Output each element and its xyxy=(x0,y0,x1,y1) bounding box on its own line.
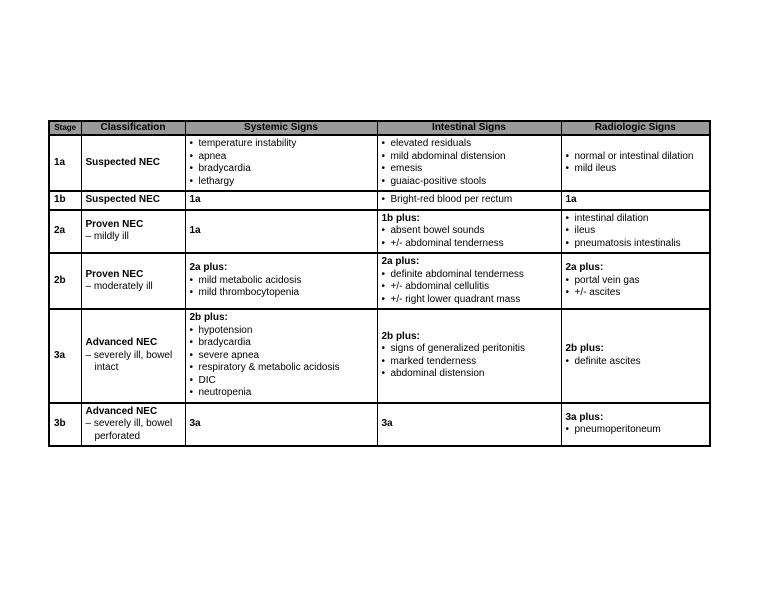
list-item-text: mild abdominal distension xyxy=(390,150,506,162)
classification-desc: – severely ill, bowel perforated xyxy=(85,418,173,442)
systemic-signs-lead: 1a xyxy=(189,225,201,236)
list-item-text: ileus xyxy=(574,225,596,236)
list-item xyxy=(382,163,557,176)
intestinal-signs-list xyxy=(382,225,557,250)
list-item-text: normal or intestinal dilation xyxy=(574,150,694,162)
list-item xyxy=(566,225,706,238)
stage-cell: 3b xyxy=(49,403,81,447)
radiologic-signs-cell xyxy=(561,210,710,254)
classification-name: Advanced NEC xyxy=(85,337,158,348)
classification-name: Suspected NEC xyxy=(85,194,160,205)
list-item xyxy=(190,176,373,189)
list-item xyxy=(566,151,706,164)
list-item-text: mild thrombocytopenia xyxy=(198,287,300,299)
list-item-text: portal vein gas xyxy=(574,274,640,286)
list-item xyxy=(190,163,373,176)
radiologic-signs-list xyxy=(566,356,706,369)
list-item xyxy=(382,368,557,381)
intestinal-signs-cell xyxy=(377,191,561,210)
radiologic-signs-cell xyxy=(561,403,710,447)
radiologic-signs-cell xyxy=(561,253,710,309)
list-item xyxy=(382,194,557,207)
table-row xyxy=(49,191,710,210)
header-stage: Stage xyxy=(49,121,81,135)
list-item xyxy=(382,238,557,251)
systemic-signs-list xyxy=(190,325,373,400)
list-item-text: definite abdominal tenderness xyxy=(390,268,524,280)
header-classification: Classification xyxy=(81,121,185,135)
systemic-signs-cell xyxy=(185,210,377,254)
radiologic-signs-cell xyxy=(561,135,710,191)
header-radiologic-signs: Radiologic Signs xyxy=(561,121,710,135)
systemic-signs-lead: 2b plus: xyxy=(189,312,228,323)
radiologic-signs-list xyxy=(566,275,706,300)
systemic-signs-cell xyxy=(185,253,377,309)
systemic-signs-list xyxy=(190,275,373,300)
list-item-text: marked tenderness xyxy=(390,355,477,367)
intestinal-signs-lead: 2a plus: xyxy=(381,256,420,267)
list-item-text: mild ileus xyxy=(574,163,617,174)
list-item xyxy=(190,151,373,164)
intestinal-signs-list xyxy=(382,269,557,307)
list-item xyxy=(382,281,557,294)
intestinal-signs-list xyxy=(382,194,557,207)
stage-cell: 3a xyxy=(49,309,81,403)
radiologic-signs-lead: 3a plus: xyxy=(565,411,604,423)
classification-name: Suspected NEC xyxy=(85,156,160,168)
list-item-text: respiratory & metabolic acidosis xyxy=(198,362,340,373)
list-item xyxy=(190,337,373,350)
classification-name: Proven NEC xyxy=(85,268,144,280)
header-row xyxy=(49,121,710,135)
intestinal-signs-lead: 3a xyxy=(381,418,393,429)
list-item xyxy=(566,238,706,251)
radiologic-signs-lead: 2a plus: xyxy=(565,262,604,274)
list-item-text: elevated residuals xyxy=(390,138,472,149)
list-item xyxy=(190,325,373,338)
list-item xyxy=(382,294,557,307)
classification-cell xyxy=(81,210,185,254)
intestinal-signs-cell xyxy=(377,309,561,403)
intestinal-signs-list xyxy=(382,138,557,188)
classification-cell xyxy=(81,135,185,191)
radiologic-signs-cell xyxy=(561,309,710,403)
list-item xyxy=(382,343,557,356)
stage-cell: 1a xyxy=(49,135,81,191)
list-item xyxy=(382,176,557,189)
nec-staging-table xyxy=(48,120,711,447)
intestinal-signs-lead: 2b plus: xyxy=(381,330,420,342)
list-item-text: +/- right lower quadrant mass xyxy=(390,293,521,305)
systemic-signs-cell xyxy=(185,403,377,447)
classification-cell xyxy=(81,403,185,447)
list-item xyxy=(190,287,373,300)
list-item xyxy=(382,138,557,151)
list-item-text: +/- abdominal tenderness xyxy=(390,237,504,249)
list-item-text: neutropenia xyxy=(198,387,252,398)
list-item xyxy=(566,213,706,226)
header-intestinal-signs: Intestinal Signs xyxy=(377,121,561,135)
intestinal-signs-lead: 1b plus: xyxy=(381,212,420,224)
list-item xyxy=(382,356,557,369)
list-item xyxy=(382,269,557,282)
list-item xyxy=(566,275,706,288)
list-item-text: definite ascites xyxy=(574,355,641,367)
classification-desc: – moderately ill xyxy=(85,281,153,292)
list-item xyxy=(190,362,373,375)
list-item xyxy=(566,424,706,437)
radiologic-signs-lead: 2b plus: xyxy=(565,343,604,355)
stage-cell: 2a xyxy=(49,210,81,254)
table-body xyxy=(49,135,710,446)
list-item-text: lethargy xyxy=(198,175,235,187)
list-item xyxy=(382,225,557,238)
list-item xyxy=(190,138,373,151)
radiologic-signs-list xyxy=(566,151,706,176)
systemic-signs-lead: 1a xyxy=(189,194,201,205)
stage-cell: 2b xyxy=(49,253,81,309)
intestinal-signs-cell xyxy=(377,253,561,309)
table-row xyxy=(49,210,710,254)
list-item-text: bradycardia xyxy=(198,163,251,174)
list-item-text: +/- ascites xyxy=(574,287,621,299)
systemic-signs-cell xyxy=(185,191,377,210)
radiologic-signs-list xyxy=(566,213,706,251)
intestinal-signs-cell xyxy=(377,403,561,447)
table-row xyxy=(49,309,710,403)
intestinal-signs-cell xyxy=(377,210,561,254)
list-item xyxy=(190,350,373,363)
list-item-text: pneumatosis intestinalis xyxy=(574,237,681,249)
radiologic-signs-lead: 1a xyxy=(565,194,577,205)
list-item-text: intestinal dilation xyxy=(574,212,649,224)
list-item xyxy=(382,151,557,164)
classification-name: Advanced NEC xyxy=(85,405,158,417)
radiologic-signs-list xyxy=(566,424,706,437)
list-item-text: guaiac-positive stools xyxy=(390,175,487,187)
classification-cell xyxy=(81,309,185,403)
table-row xyxy=(49,253,710,309)
list-item xyxy=(566,287,706,300)
systemic-signs-lead: 2a plus: xyxy=(189,262,228,274)
list-item xyxy=(190,275,373,288)
classification-desc: – severely ill, bowel intact xyxy=(85,349,173,373)
systemic-signs-cell xyxy=(185,135,377,191)
systemic-signs-lead: 3a xyxy=(189,418,201,429)
classification-cell xyxy=(81,253,185,309)
classification-name: Proven NEC xyxy=(85,218,144,230)
list-item-text: Bright-red blood per rectum xyxy=(390,194,513,205)
list-item-text: signs of generalized peritonitis xyxy=(390,343,526,355)
list-item-text: severe apnea xyxy=(198,349,260,361)
classification-cell xyxy=(81,191,185,210)
list-item-text: +/- abdominal cellulitis xyxy=(390,281,490,292)
list-item xyxy=(566,356,706,369)
list-item-text: emesis xyxy=(390,163,423,174)
list-item-text: mild metabolic acidosis xyxy=(198,274,302,286)
list-item-text: temperature instability xyxy=(198,138,297,149)
list-item xyxy=(190,387,373,400)
header-systemic-signs: Systemic Signs xyxy=(185,121,377,135)
list-item-text: apnea xyxy=(198,150,227,162)
list-item xyxy=(566,163,706,176)
stage-cell: 1b xyxy=(49,191,81,210)
list-item-text: pneumoperitoneum xyxy=(574,424,661,436)
list-item-text: bradycardia xyxy=(198,337,251,348)
list-item xyxy=(190,375,373,388)
radiologic-signs-cell xyxy=(561,191,710,210)
intestinal-signs-list xyxy=(382,343,557,381)
systemic-signs-list xyxy=(190,138,373,188)
systemic-signs-cell xyxy=(185,309,377,403)
list-item-text: hypotension xyxy=(198,324,253,336)
table-row xyxy=(49,135,710,191)
table-row xyxy=(49,403,710,447)
list-item-text: abdominal distension xyxy=(390,368,485,380)
list-item-text: absent bowel sounds xyxy=(390,225,485,236)
classification-desc: – mildly ill xyxy=(85,231,129,243)
intestinal-signs-cell xyxy=(377,135,561,191)
list-item-text: DIC xyxy=(198,374,216,386)
